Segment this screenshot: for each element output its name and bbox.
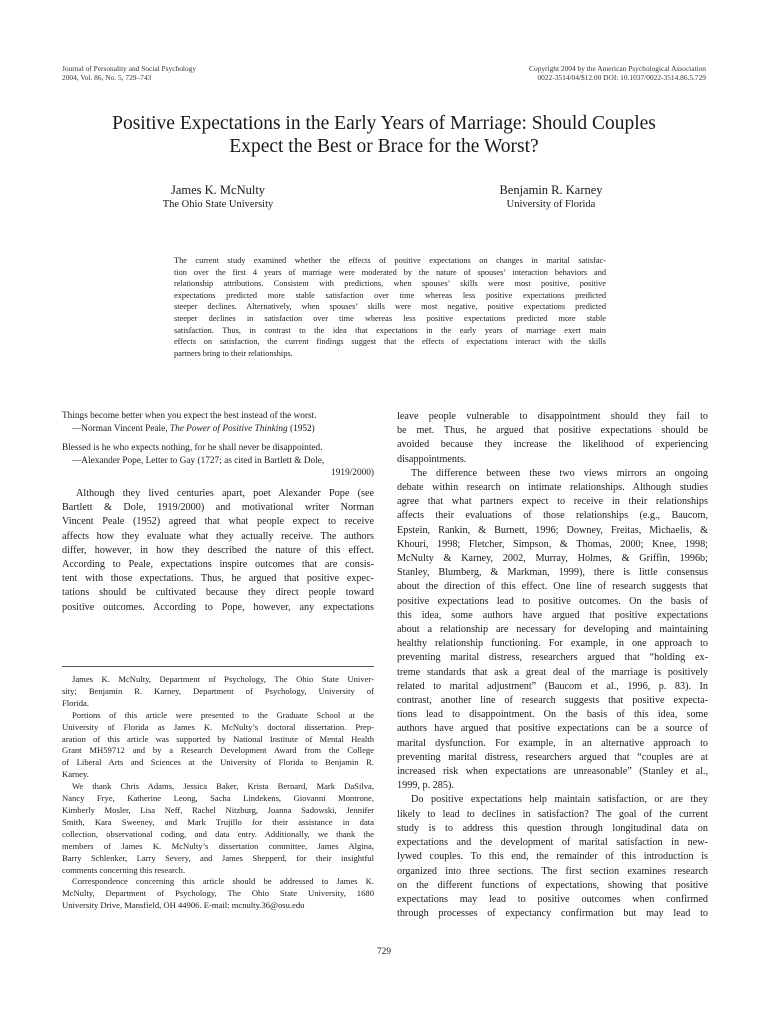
- title-line: Expect the Best or Brace for the Worst?: [229, 136, 539, 157]
- abstract-line: tion over the first 4 years of marriage were moderated by the nature of spouses’ interaction behaviors and: [174, 267, 606, 277]
- footnote-divider: [62, 666, 374, 667]
- footnote-line: Barry Schlenker, Larry Severy, and James Shepperd, for their insightful: [62, 852, 374, 863]
- body-line: Although they lived centuries apart, poet Alexander Pope (see: [76, 487, 374, 499]
- body-line: about a relationship are necessary for developing and maintaining: [397, 624, 708, 636]
- right-column: [397, 410, 708, 921]
- epigraph-quote: Things become better when you expect the best instead of the worst.: [62, 411, 317, 421]
- left-column: [62, 410, 374, 615]
- body-line: tent with those expectations. Thus, he argued that positive expec-: [62, 573, 374, 585]
- doi-line: 0022-3514/04/$12.00 DOI: 10.1037/0022-3514.86.5.729: [537, 73, 706, 82]
- attribution-book-title: The Power of Positive Thinking: [169, 423, 288, 434]
- body-line: healthy relationship functioning. For example, in one approach to: [397, 638, 708, 650]
- body-line: Vincent Peale (1952) agreed that what people expect to receive: [62, 516, 374, 528]
- footnote-line: aration of this article was supported by National Institute of Mental Health: [62, 733, 374, 744]
- body-line: positive expectations lead to positive outcomes. On the basis of: [397, 595, 708, 607]
- body-line: organized into three sections. The first section examines research: [397, 865, 708, 877]
- body-line: through processes of expectancy confirmation but may lead to: [397, 908, 708, 920]
- body-paragraph: [397, 793, 708, 921]
- body-line: authors have argued that positive expectations can be a source of: [397, 723, 708, 735]
- body-line: about the direction of this effect. One line of research suggests that: [397, 581, 708, 593]
- body-line: The difference between these two views mirrors an ongoing: [411, 467, 708, 479]
- footnote-line: Correspondence concerning this article should be addressed to James K.: [72, 876, 374, 887]
- author-name: Benjamin R. Karney: [499, 183, 603, 197]
- abstract-line: satisfaction. Thus, in contrast to the idea that expectations in the early years of marriage exert main: [174, 325, 606, 335]
- body-line: treme standards that ask a great deal of the marriage is positively: [397, 666, 708, 678]
- footnote-line: collection, observational coding, and data entry. Additionally, we thank the: [62, 828, 374, 839]
- footnote-line: University Drive, Mansfield, OH 44906. E-mail: mcnulty.36@osu.edu: [62, 900, 305, 911]
- body-line: Do positive expectations help maintain satisfaction, or are they: [411, 794, 708, 806]
- copyright-line: Copyright 2004 by the American Psychological Association: [529, 64, 706, 73]
- page-number: 729: [377, 947, 391, 957]
- epigraph-attribution: 1919/2000): [331, 468, 374, 479]
- body-line: affects how they evaluate what they actually receive. The authors: [62, 530, 374, 542]
- footnote-line: comments concerning this research.: [62, 864, 186, 875]
- copyright-notice: [529, 64, 706, 82]
- footnote-line: Florida.: [62, 697, 89, 708]
- abstract-line: The current study examined whether the effects of positive expectations on changes in marital satisfac-: [174, 256, 606, 265]
- abstract-line: relationship attributions. Consistent with predictions, when spouses’ skills were most positive, positive: [174, 279, 606, 289]
- body-line: lywed couples. To this end, the remainder of this introduction is: [397, 851, 708, 863]
- body-line: expectations and the development of marital satisfaction in new-: [397, 837, 708, 849]
- body-line: be met. Thus, he argued that positive expectations should be: [397, 425, 708, 437]
- journal-citation: [62, 64, 196, 82]
- body-line: tations should be cultivated because they direct people toward: [62, 587, 374, 599]
- body-line: increased risk when expectations are unreasonable” (Stanley et al.,: [397, 766, 708, 778]
- body-line: affects their evaluations of those relationships (e.g., Baucom,: [397, 510, 708, 522]
- epigraph-attribution: [62, 423, 374, 436]
- epigraph-quote: Blessed is he who expects nothing, for he shall never be disappointed.: [62, 443, 323, 454]
- footnote-line: Grant MH59712 and by a Research Development Award from the College: [62, 745, 374, 756]
- body-line: Epstein, Rankin, & Burnett, 1996; Downey, Freitas, Michaelis, &: [397, 524, 708, 536]
- abstract-line: expectations predicted more stable satisfaction over time whereas less positive expectations predicted: [174, 290, 606, 300]
- body-line: differ, however, in how they described the nature of this effect.: [62, 544, 374, 556]
- body-paragraph: [397, 410, 708, 467]
- footnote-line: We thank Chris Adams, Jessica Baker, Krista Bernard, Mark DaSilva,: [72, 781, 374, 792]
- attribution-year: (1952): [287, 423, 315, 434]
- body-line: preventing marital distress, researchers argued that “holding ex-: [397, 652, 708, 664]
- body-line: preventing marital distress, researchers argued that “couples are at: [397, 751, 708, 763]
- body-line: marital dysfunction. For example, in an alternative approach to: [397, 737, 708, 749]
- attribution-author: —Norman Vincent Peale,: [72, 423, 170, 434]
- epigraph-attribution: —Alexander Pope, Letter to Gay (1727; as cited in Bartlett & Dole,: [72, 455, 325, 466]
- abstract-line: effects on satisfaction, the current findings suggest that the effects of expectations interact with the skills: [174, 337, 606, 347]
- body-line: on the different functions of expectations, showing that positive: [397, 879, 708, 891]
- author-note: [62, 674, 374, 912]
- body-line: McNulty & Karney, 2002, Murray, Holmes, & Griffin, 1996b;: [397, 553, 708, 565]
- abstract-line: steeper declines. Alternatively, when spouses’ skills were most negative, positive expectations predicted: [174, 302, 606, 312]
- body-line: study is to address this question through longitudinal data on: [397, 822, 708, 834]
- intro-paragraph: [62, 487, 374, 615]
- footnote-line: of Liberal Arts and Sciences at the University of Florida to Benjamin R.: [62, 757, 374, 768]
- body-line: 1999, p. 285).: [397, 780, 454, 792]
- footnote-line: James K. McNulty, Department of Psychology, The Ohio State Univer-: [72, 674, 374, 684]
- body-line: According to Peale, expectations inspire outcomes that are consis-: [62, 558, 374, 570]
- footnote-line: Smith, Kara Sweeney, and Mark Trujillo for their assistance in data: [62, 816, 374, 827]
- abstract: [174, 255, 606, 359]
- body-line: likely to lead to declines in satisfaction? The goal of the current: [397, 808, 708, 820]
- footnote-line: Kimberly Mosler, Lisa Neff, Rachel Nitzburg, Joanna Sadowski, Jennifer: [62, 804, 374, 815]
- journal-name: Journal of Personality and Social Psychology: [62, 64, 197, 73]
- body-line: positive outcomes. According to Pope, however, any expectations: [62, 601, 374, 613]
- author-block: [431, 183, 671, 211]
- body-line: contrast, another line of research suggests that positive expecta-: [397, 695, 708, 707]
- body-line: agree that what partners expect to receive in their relationships: [397, 496, 708, 508]
- footnote-line: Karney.: [62, 769, 89, 780]
- author-affiliation: The Ohio State University: [162, 199, 274, 210]
- author-block: [98, 183, 338, 211]
- author-name: James K. McNulty: [170, 183, 266, 197]
- body-line: this idea, some authors have argued that positive expectations: [397, 609, 708, 621]
- body-line: disappointments.: [397, 453, 467, 465]
- author-affiliation: University of Florida: [506, 199, 596, 210]
- abstract-line: steeper declines in satisfaction over time whereas less positive expectations predicted more stable: [174, 313, 606, 323]
- abstract-line: partners bring to their relationships.: [174, 348, 293, 358]
- body-line: Bartlett & Dole, 1919/2000) and motivational writer Norman: [62, 502, 374, 514]
- body-paragraph: [397, 467, 708, 794]
- body-line: Khouri, 1998; Fletcher, Simpson, & Thomas, 2000; Knee, 1998;: [397, 538, 708, 550]
- footnote-line: sity; Benjamin R. Karney, Department of Psychology, University of: [62, 685, 374, 696]
- footnote-line: McNulty, Department of Psychology, The Ohio State University, 1680: [62, 888, 374, 899]
- footnote-line: members of James K. McNulty’s dissertation committee, James Algina,: [62, 840, 374, 851]
- journal-volume: 2004, Vol. 86, No. 5, 729–743: [62, 73, 152, 82]
- article-title: [60, 112, 708, 158]
- body-line: Stanley, Blumberg, & Markman, 1999), there is little consensus: [397, 567, 708, 579]
- footnote-line: University of Florida as James K. McNulty’s doctoral dissertation. Prep-: [62, 721, 374, 732]
- epigraphs: [62, 410, 374, 480]
- title-line: Positive Expectations in the Early Years of Marriage: Should Couples: [112, 113, 656, 134]
- body-line: related to marital adjustment” (Baucom et al., 1996, p. 83). In: [397, 680, 708, 692]
- body-line: debate within research on intimate relationships. Although studies: [397, 482, 708, 494]
- body-line: leave people vulnerable to disappointment should they fail to: [397, 411, 708, 422]
- footnote-line: Portions of this article were presented to the Graduate School at the: [72, 709, 374, 720]
- body-line: expectations may lead to positive outcomes when confirmed: [397, 893, 708, 905]
- body-line: avoided because they increase the likelihood of experiencing: [397, 439, 708, 451]
- body-line: tions lead to disappointment. On the basis of this idea, some: [397, 709, 708, 721]
- footnote-line: Nancy Frye, Katherine Leong, Sacha Lindekens, Giovanni Montrone,: [62, 793, 374, 804]
